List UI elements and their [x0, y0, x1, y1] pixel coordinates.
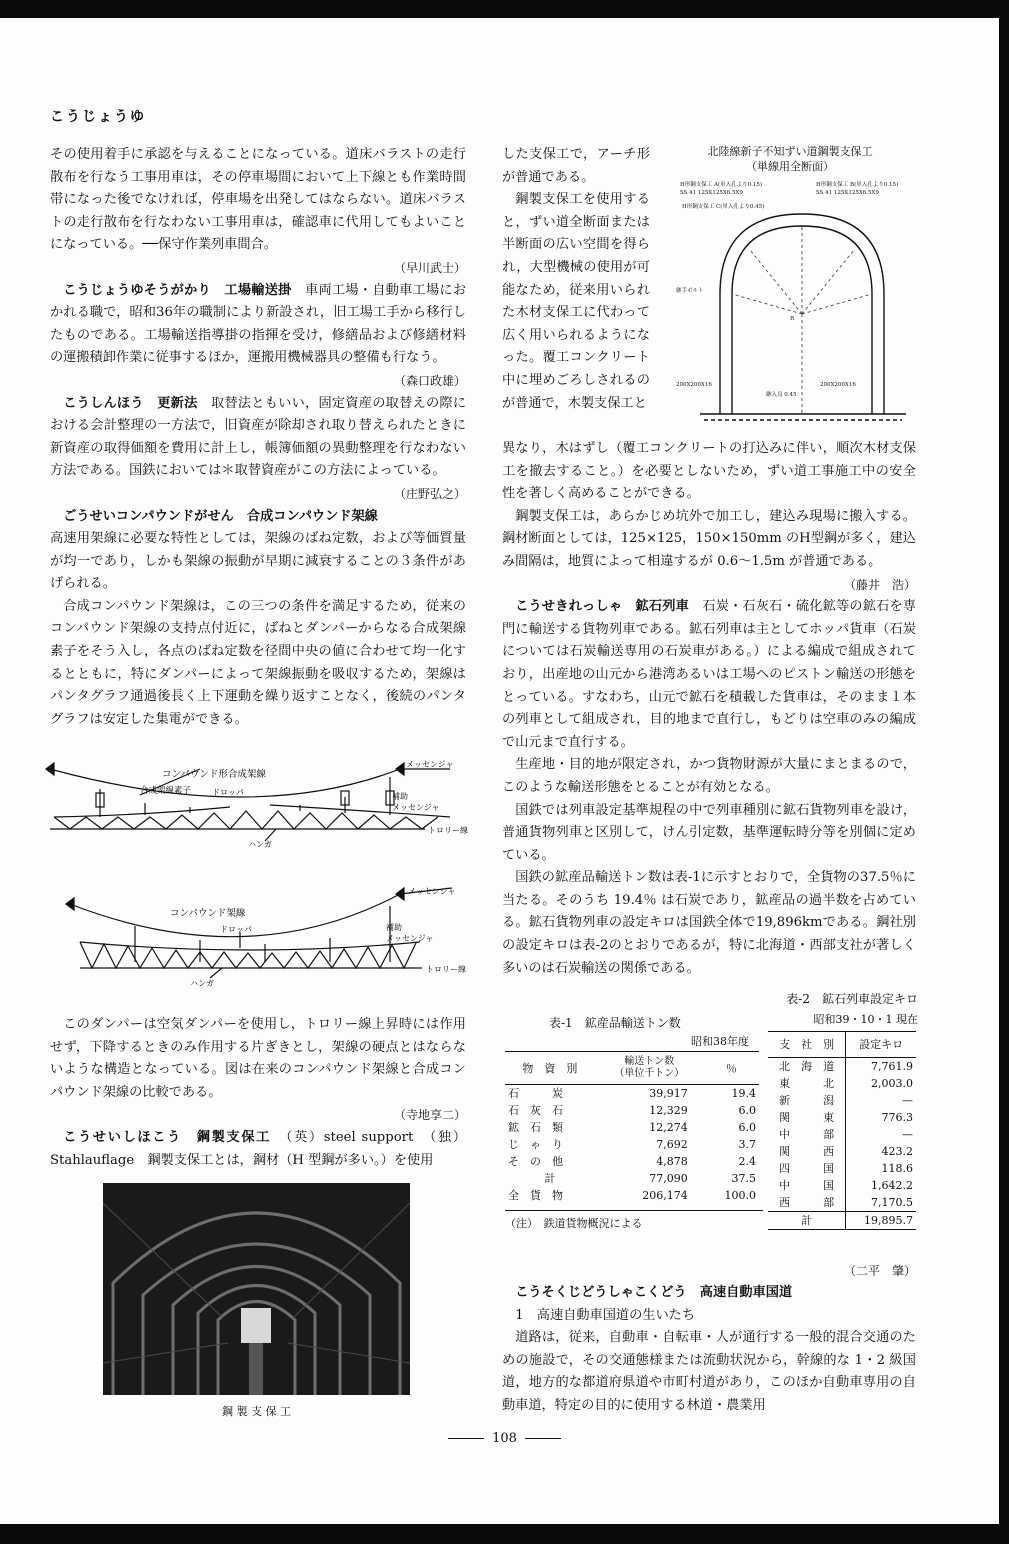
author: （庄野弘之） [393, 486, 466, 501]
table-1-grid [505, 1051, 759, 1204]
cell-tons: 7,692 [656, 1138, 688, 1151]
label-dropper: ドロッパ [220, 925, 252, 934]
entry-6-author: （二平 肇） [843, 1264, 916, 1278]
table-2 [768, 990, 918, 1230]
svg-text:SS 41 125X125X6.5X9: SS 41 125X125X6.5X9 [816, 190, 879, 196]
entry-3: こうしんほう 更新法 取替法ともいい，固定資産の取替えの際における会計整理の一方法で，旧資産が除却され取り替えられたときに新資産の取得価額を費用に計上し，帳簿価額の異動整理を行なわない方法である。国鉄においては＊取替資産がこの方法によっている。 （庄野弘之） [50, 393, 466, 506]
cell-branch: 関 西 [768, 1143, 846, 1160]
author: （寺地享二） [393, 1108, 466, 1123]
svg-text:200X200X16: 200X200X16 [820, 382, 856, 388]
col-header: 支 社 別 [768, 1032, 846, 1058]
entry-5-body-3: 異なり，木はずし（覆工コンクリートの打込みに伴い，順次木材支保工を撤去すること。）を必要としないため，ずい道工事施工中の安全性を著しく高めることができる。 [502, 441, 916, 502]
col-header: 設定キロ [859, 1038, 904, 1051]
author: （早川武士） [393, 260, 466, 275]
right-scan-border [999, 0, 1009, 1544]
entry-5-body-4: 鋼製支保工は，あらかじめ坑外で加工し，建込み現場に搬入する。鋼材断面としては，125×125，150×150mm のH型鋼が多く，建込み間隔は，地質によって相違するが 0.6～1.5m が普通である。 （藤井 浩） [502, 506, 916, 596]
photo-caption: 鋼 製 支 保 工 [222, 1405, 291, 1418]
table-1 [505, 1014, 763, 1231]
cell-km: 118.6 [881, 1162, 913, 1175]
right-column-bottom [502, 1282, 916, 1418]
entry-7-body: 道路は，従来，自動車・自転車・人が通行する一般的混合交通のための施設で，その交通態様または流動状況から，幹線的な 1・2 級国道，地方的な都道府県道や市町村道があり，このほか自動車専用の自動車道，特定の目的に使用する林道・農業用 [502, 1330, 916, 1413]
cell-percent: 2.4 [738, 1155, 756, 1168]
entry-5: こうせいしほこう 鋼製支保工 （英）steel support （独）Stahlauflage 鋼製支保工とは，鋼材（H 型鋼が多い。）を使用 [50, 1129, 467, 1168]
cell-km: 2,003.0 [871, 1077, 913, 1090]
table-1-title: 表-1 鉱産品輸送トン数 [549, 1016, 681, 1030]
cell-km: 423.2 [881, 1145, 913, 1158]
cell-percent: 19.4 [731, 1087, 756, 1100]
table-row [768, 1194, 916, 1212]
cell-item: 鉱 石 類 [508, 1121, 563, 1134]
cell-tons: 206,174 [642, 1189, 688, 1202]
page-number: 108 [0, 1431, 1009, 1446]
left-column-top [50, 144, 466, 731]
bottom-scan-border [0, 1524, 1009, 1544]
headword: こうせきれっしゃ 鉱石列車 [515, 599, 689, 615]
running-head: こうじょうゆ [50, 109, 146, 125]
table-row [505, 1187, 759, 1204]
entry-6-body-2: 生産地・目的地が限定され，かつ貨物財源が大量にまとまるので，このような輸送形態をとることが有効となる。 [502, 757, 916, 795]
headword: こうじょうゆそうがかり 工場輸送掛 [63, 282, 292, 298]
cell-km: 776.3 [881, 1111, 913, 1124]
label-element: 合成架線素子 [140, 786, 192, 796]
label-aux2: メッセンジャ [392, 803, 440, 812]
cell-branch: 計 [768, 1212, 846, 1230]
table-row [768, 1058, 916, 1076]
entry-4-body-1: 高速用架線に必要な特性としては，架線のばね定数，および等価質量が均一であり，しかも架線の振動が早期に減衰することの３条件があげられる。 [50, 531, 466, 592]
author: （藤井 浩） [843, 577, 916, 592]
catenary-1-drawing [40, 755, 480, 850]
cell-tons: 4,878 [656, 1155, 688, 1168]
entry-1-body: その使用着手に承認を与えることになっている。道床バラストの走行散布を行なう工事用車は，その停車場間において上下線とも作業時間帯になった後でなければ，停車場を出発してはならない。道床バラストの走行散布を行なわない工事用車は，確認車に代用してもよいことになっている。──保守作業列車間合。 （早川武士） [50, 144, 466, 280]
label-aux1: 補助 [386, 923, 402, 932]
table-row [505, 1085, 759, 1103]
svg-text:H形鋼支保工 B(単入孔より0.15): H形鋼支保工 B(単入孔より0.15) [816, 182, 899, 188]
cell-km: 7,761.9 [871, 1060, 913, 1073]
cell-branch: 中 国 [768, 1177, 846, 1194]
svg-text:継入良 0.45: 継入良 0.45 [766, 392, 797, 398]
cell-item: 石 灰 石 [508, 1104, 563, 1117]
table-row [505, 1119, 759, 1136]
table-row [505, 1102, 759, 1119]
cell-branch: 東 北 [768, 1075, 846, 1092]
cell-item: 石 炭 [508, 1087, 563, 1100]
label-messenger: メッセンジャ [408, 887, 456, 896]
catenary-diagram-compound [40, 882, 480, 990]
svg-text:継手ボルト: 継手ボルト [676, 288, 704, 294]
table-row [768, 1075, 916, 1092]
entry-6-body-3: 国鉄では列車設定基準規程の中で列車種別に鉱石貨物列車を設け，普通貨物列車と区別して，けん引定数，基準運転時分等を別個に定めている。 [502, 802, 916, 863]
headword: こうそくじどうしゃこくどう 高速自動車国道 [515, 1285, 793, 1300]
svg-text:R: R [790, 316, 795, 322]
headword: ごうせいコンパウンドがせん 合成コンパウンド架線 [63, 508, 378, 524]
headword: こうせいしほこう 鋼製支保工 [63, 1129, 272, 1145]
col-header: ％ [725, 1061, 737, 1075]
table-row [505, 1170, 759, 1187]
cell-tons: 39,917 [649, 1087, 688, 1100]
cell-km: 19,895.7 [864, 1214, 913, 1227]
entry-6-body-4: 国鉄の鉱産品輸送トン数は表-1に示すとおりで，全貨物の37.5％に当たる。そのうち 19.4％ は石炭であり，鉱産品の過半数を占めている。鉱石貨物列車の設定キロは国鉄全体で19,896kmである。鋼社別の設定キロは表-2のとおりであるが，特に北海道・西部支社が著しく多いのは石炭輸送の関係である。 [502, 870, 916, 976]
right-column-narrow [502, 144, 650, 415]
label-title: コンパウンド架線 [170, 908, 246, 919]
table-2-grid [768, 1031, 916, 1230]
author: （森口政雄） [393, 373, 466, 388]
top-scan-border [0, 0, 1009, 18]
label-hanger: ハンガ [248, 840, 272, 849]
cell-percent: 100.0 [724, 1189, 756, 1202]
label-title: コンパウンド形合成架線 [162, 769, 266, 780]
entry-4-head [50, 506, 466, 529]
cell-tons: 77,090 [649, 1172, 688, 1185]
table-row [768, 1092, 916, 1109]
cell-branch: 中 部 [768, 1126, 846, 1143]
cell-branch: 関 東 [768, 1109, 846, 1126]
tunnel-support-figure [670, 144, 910, 434]
table-1-note: （注） 鉄道貨物概況による [505, 1210, 763, 1231]
col-header: 輸送トン数 （単位千トン） [614, 1056, 685, 1079]
label-dropper: ドロッパ [212, 788, 244, 797]
tunnel-photo-image [103, 1183, 410, 1395]
table-row [768, 1177, 916, 1194]
entry-7-head [502, 1282, 916, 1305]
svg-text:200X200X16: 200X200X16 [676, 382, 712, 388]
entry-4-body-3: このダンパーは空気ダンパーを使用し，トロリー線上昇時には作用せず，下降するときのみ作用する片ぎきとし，架線の硬点とはならないような構造となっている。図は在来のコンパウンド架線と合成コンパウンド架線の比較である。 （寺地享二） [50, 1014, 466, 1127]
cell-tons: 12,274 [649, 1121, 688, 1134]
cell-percent: 3.7 [738, 1138, 756, 1151]
steel-support-photo [103, 1183, 410, 1419]
cell-branch: 四 国 [768, 1160, 846, 1177]
cell-km: 7,170.5 [871, 1196, 913, 1209]
table-row [505, 1136, 759, 1153]
cell-percent: 6.0 [738, 1121, 756, 1134]
svg-text:H形鋼支保工 C(単入孔より0.45): H形鋼支保工 C(単入孔より0.45) [682, 204, 765, 210]
left-column-bottom [50, 1014, 466, 1172]
label-hanger: ハンガ [190, 979, 214, 988]
headword: こうしんほう 更新法 [63, 395, 198, 411]
table-row [505, 1153, 759, 1170]
table-row [768, 1143, 916, 1160]
cell-item: そ の 他 [508, 1155, 563, 1168]
table-2-title: 表-2 鉱石列車設定キロ [786, 992, 918, 1006]
cell-branch: 西 部 [768, 1194, 846, 1212]
cell-branch: 北 海 道 [768, 1058, 846, 1076]
label-trolley: トロリー線 [426, 965, 466, 974]
table-1-subtitle: 昭和38年度 [691, 1035, 749, 1048]
label-aux1: 補助 [392, 792, 408, 801]
table-row [768, 1212, 916, 1230]
entry-5-cont: した支保工で，アーチ形が普通である。 [502, 147, 650, 185]
entry-5-body-2: 鋼製支保工を使用すると，ずい道全断面または半断面の広い空間を得られ，大型機械の使用が可能なため，従来用いられた木材支保工に代わって広く用いられるようになった。覆工コンクリート中に埋めごろしされるのが普通で，木製支保工と [502, 192, 650, 411]
catenary-2-drawing [40, 882, 480, 990]
table-row [768, 1109, 916, 1126]
table-1-body [505, 1085, 759, 1205]
label-aux2: メッセンジャ [386, 934, 434, 943]
catenary-diagram-compound-composite [40, 755, 480, 850]
entry-4-body-2: 合成コンパウンド架線は，この三つの条件を満足するため，従来のコンパウンド架線の支持点付近に，ばねとダンパーからなる合成架線素子をそう入し，各点のばね定数を径間中央の値に合わせて均一化するとともに，特にダンパーによって架線振動を吸収するため，架線はパンタグラフ通過後長く上下運動を繰り返すことなく，後続のパンタグラフは安定した集電ができる。 [50, 598, 466, 727]
table-2-subtitle: 昭和39・10・1 現在 [813, 1013, 918, 1026]
cell-branch: 新 潟 [768, 1092, 846, 1109]
cell-percent: 37.5 [731, 1172, 756, 1185]
entry-6: こうせきれっしゃ 鉱石列車 石炭・石灰石・硫化鉱等の鉱石を専門に輸送する貨物列車である。鉱石列車は主としてホッパ貨車（石炭については石炭輸送専用の石炭車がある。）による編成で組成されており，出産地の山元から港湾あるいは工場へのピストン輸送の形態をとっている。すなわち，山元で鉱石を積載した貨車は，そのまま１本の列車として組成され，目的地まで直行し，もどりは空車のみの編成で山元まで直行する。 [502, 599, 917, 750]
table-row [768, 1126, 916, 1143]
cell-percent: 6.0 [738, 1104, 756, 1117]
tunnel-cross-section [670, 174, 910, 434]
entry-7-subhead: 1 高速自動車国道の生いたち [515, 1307, 696, 1323]
table-2-body [768, 1058, 916, 1230]
right-column-main [502, 438, 916, 980]
label-messenger: メッセンジャ [406, 760, 454, 769]
cell-item: 全 貨 物 [508, 1189, 563, 1202]
cell-km: — [902, 1094, 913, 1107]
tunnel-figure-title: 北陸線新子不知ずい道鋼製支保工 （単線用全断面） [707, 145, 873, 173]
label-trolley: トロリー線 [428, 826, 468, 835]
table-row [768, 1160, 916, 1177]
cell-km: — [902, 1128, 913, 1141]
cell-item: じ ゃ り [508, 1138, 563, 1151]
svg-text:SS 41 125X125X6.5X9: SS 41 125X125X6.5X9 [680, 190, 743, 196]
col-header: 物 資 別 [522, 1061, 578, 1075]
cell-tons: 12,329 [649, 1104, 688, 1117]
entry-2: こうじょうゆそうがかり 工場輸送掛 車両工場・自動車工場におかれる職で，昭和36年の職制により新設され，旧工場工手から移行したものである。工場輸送指導掛の指揮を受け，修繕品および修繕材料の運搬積卸作業に従事するほか，運搬用機械器具の整備も行なう。 （森口政雄） [50, 280, 466, 393]
cell-km: 1,642.2 [871, 1179, 913, 1192]
cell-item: 計 [544, 1172, 556, 1185]
svg-text:H形鋼支保工 A(単入孔より0.15): H形鋼支保工 A(単入孔より0.15) [680, 182, 763, 188]
